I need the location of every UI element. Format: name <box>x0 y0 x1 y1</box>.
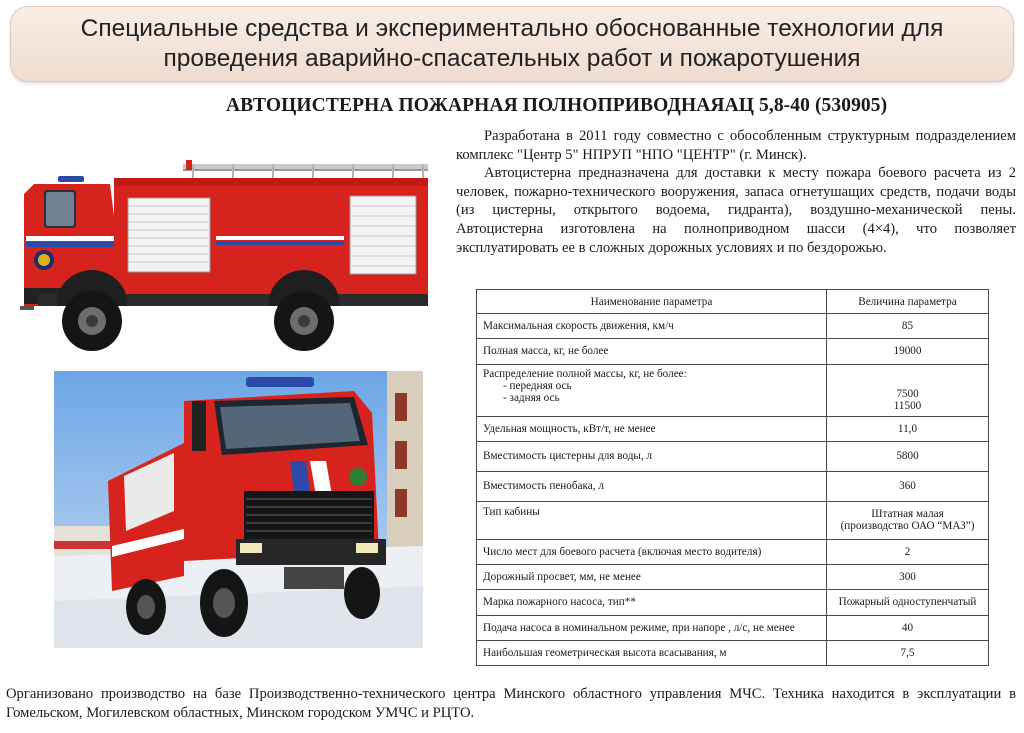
param-cell: Тип кабины <box>477 501 827 539</box>
header-value: Величина параметра <box>827 290 989 314</box>
value-cell: 360 <box>827 471 989 501</box>
param-cell: Подача насоса в номинальном режиме, при напоре , л/с, не менее <box>477 615 827 640</box>
value-cell: 85 <box>827 314 989 339</box>
cab-type-line1: Штатная малая <box>871 508 944 521</box>
table-row <box>477 615 989 640</box>
value-cell: 19000 <box>827 339 989 364</box>
param-cell: Дорожный просвет, мм, не менее <box>477 565 827 590</box>
table-row <box>477 339 989 364</box>
banner-title: Специальные средства и экспериментально обоснованные технологии для проведения аварийно-спасательных работ и пожаротушения <box>80 15 944 72</box>
table-row <box>477 441 989 471</box>
description <box>456 127 1016 257</box>
param-cell: Марка пожарного насоса, тип** <box>477 590 827 615</box>
cab-type-line2: (производство ОАО “МАЗ”) <box>840 520 975 533</box>
description-paragraph-1: Разработана в 2011 году совместно с обособленным структурным подразделением комплекс "Центр 5" НПРУП "НПО "ЦЕНТР" (г. Минск). <box>456 128 1016 163</box>
table-row <box>477 314 989 339</box>
param-cell: Максимальная скорость движения, км/ч <box>477 314 827 339</box>
value-cell: 5800 <box>827 441 989 471</box>
page-subtitle: АВТОЦИСТЕРНА ПОЖАРНАЯ ПОЛНОПРИВОДНАЯАЦ 5,8-40 (530905) <box>226 95 888 116</box>
table-row <box>477 501 989 539</box>
param-label: Распределение полной массы, кг, не более: <box>483 367 687 380</box>
table-row <box>477 364 989 416</box>
param-cell: Число мест для боевого расчета (включая место водителя) <box>477 539 827 564</box>
footer-text: Организовано производство на базе Производственно-технического центра Минского областного управления МЧС. Техника находится в эксплуатации в Гомельском, Могилевском областных, Минском городском УМЧС и РЦТО. <box>6 686 1016 721</box>
table-row <box>477 565 989 590</box>
specs-header-row <box>477 290 989 314</box>
header-banner <box>10 6 1014 82</box>
param-sub-front: - передняя ось <box>503 379 572 392</box>
truck-front-photo <box>54 371 423 648</box>
specs-table <box>476 289 989 666</box>
table-row <box>477 590 989 615</box>
value-cell: 11,0 <box>827 416 989 441</box>
param-cell: Наибольшая геометрическая высота всасывания, м <box>477 640 827 665</box>
table-row <box>477 640 989 665</box>
table-row <box>477 416 989 441</box>
value-cell <box>827 364 989 416</box>
param-cell: Вместимость цистерны для воды, л <box>477 441 827 471</box>
header-param: Наименование параметра <box>477 290 827 314</box>
param-cell: Вместимость пенобака, л <box>477 471 827 501</box>
value-cell: 300 <box>827 565 989 590</box>
value-cell: Пожарный одноступенчатый <box>827 590 989 615</box>
truck-side-view-image <box>18 156 433 356</box>
value-front: 7500 <box>896 387 919 400</box>
param-cell: Полная масса, кг, не более <box>477 339 827 364</box>
value-cell: 40 <box>827 615 989 640</box>
table-row <box>477 539 989 564</box>
value-cell <box>827 501 989 539</box>
value-rear: 11500 <box>893 399 922 412</box>
param-sub-rear: - задняя ось <box>503 391 560 404</box>
value-cell: 7,5 <box>827 640 989 665</box>
value-cell: 2 <box>827 539 989 564</box>
param-cell: Удельная мощность, кВт/т, не менее <box>477 416 827 441</box>
description-paragraph-2: Автоцистерна предназначена для доставки к месту пожара боевого расчета из 2 человек, пожарно-технического вооружения, запаса огнетушащих средств, подачи воды (из цистерны, открытого водоема, гидранта), воздушно-механической пены. Автоцистерна изготовлена на полноприводном шасси (4×4), что позволяет эксплуатировать ее в сложных дорожных условиях и по бездорожью. <box>456 165 1016 256</box>
param-cell <box>477 364 827 416</box>
table-row <box>477 471 989 501</box>
